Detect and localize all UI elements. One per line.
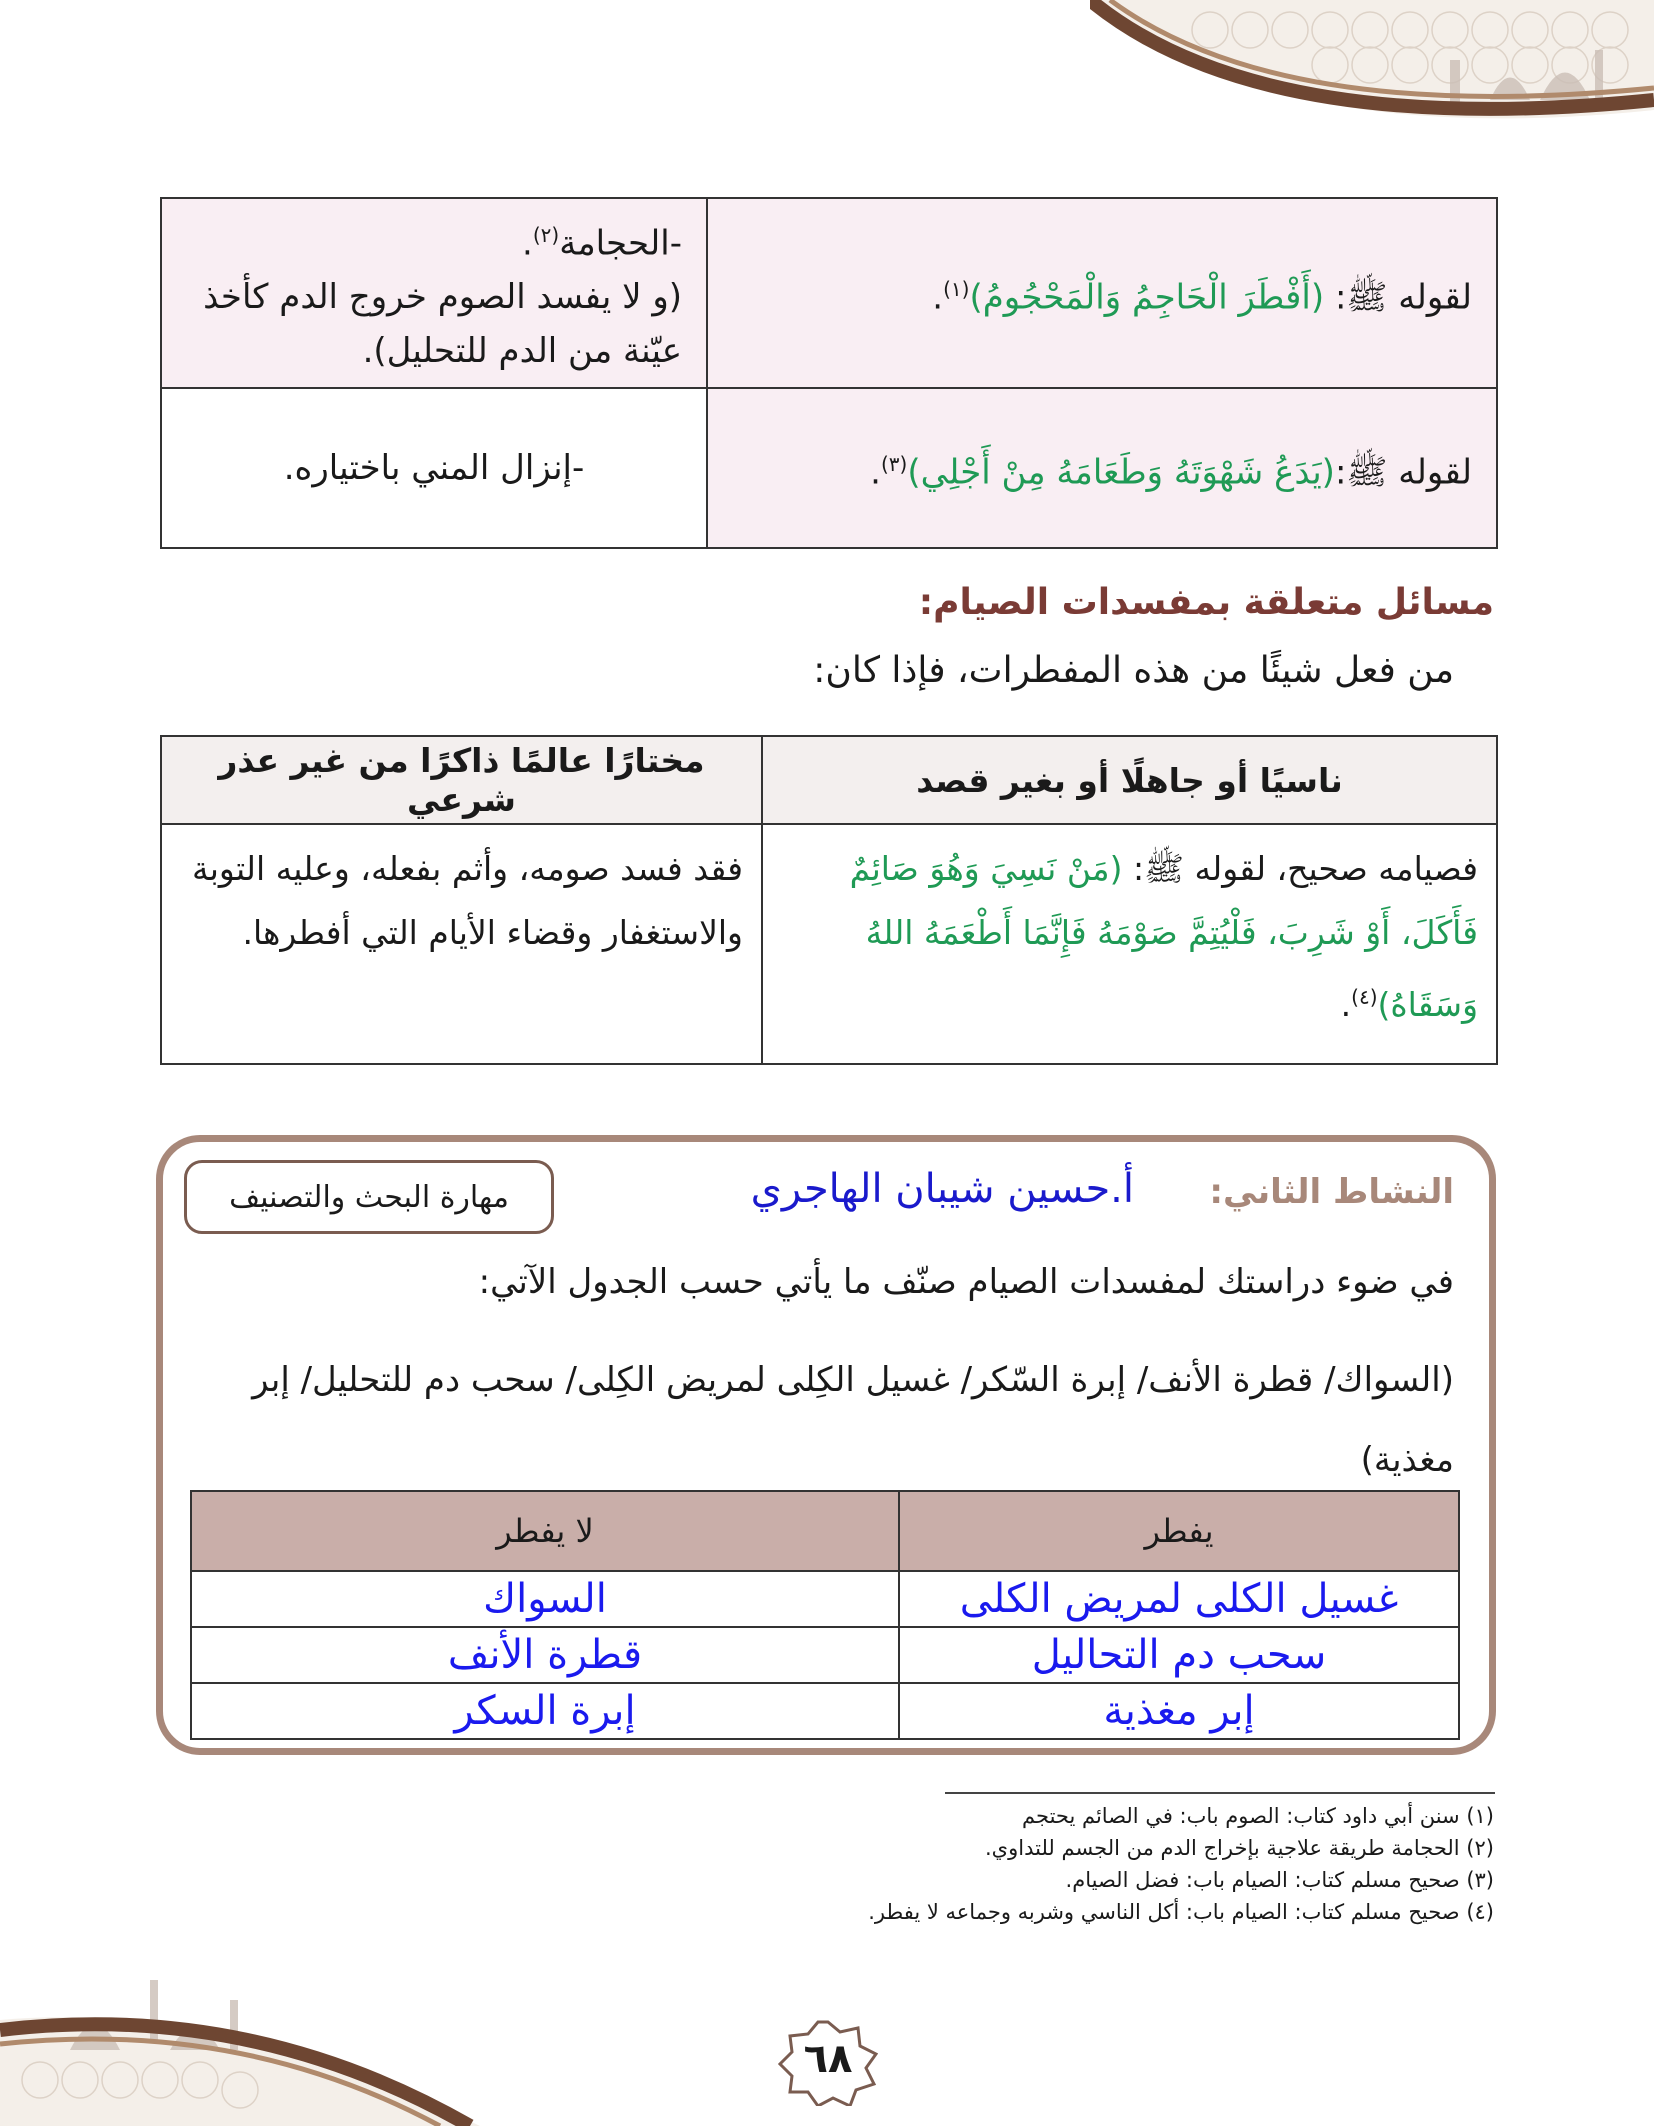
section-heading: مسائل متعلقة بمفسدات الصيام: [918,582,1494,623]
answer-cell: السواك [191,1571,899,1627]
evidence-intro: لقوله ﷺ: [1334,452,1472,493]
teacher-name: أ.حسين شيبان الهاجري [750,1166,1134,1212]
footnote-divider [945,1792,1495,1794]
invalidator-note: (و لا يفسد الصوم خروج الدم كأخذ عيّنة من الدم للتحليل). [203,277,682,372]
table-row [191,1683,1459,1739]
table-header-row [191,1491,1459,1571]
invalidator-title: -إنزال المني باختياره. [283,448,585,488]
table-row [191,1627,1459,1683]
evidence-intro: لقوله ﷺ: [1324,277,1472,318]
hadith-quote: (مَنْ نَسِيَ وَهُوَ صَائِمٌ فَأَكَلَ، أَوْ شَرِبَ، فَلْيُتِمَّ صَوْمَهُ فَإِنَّمَا أَطْعَمَهُ اللهُ وَسَقَاهُ) [849,849,1478,1024]
answer-cell: إبرة السكر [191,1683,899,1739]
section-intro: من فعل شيئًا من هذه المفطرات، فإذا كان: [813,650,1454,691]
footnote: (٣) صحيح مسلم كتاب: الصيام باب: فضل الصيام. [1065,1868,1494,1892]
punctuation: . [1340,985,1352,1024]
answer-cell: غسيل الكلى لمريض الكلى [899,1571,1459,1627]
skill-badge: مهارة البحث والتصنيف [184,1160,554,1234]
footnote-ref: (٣) [880,451,908,476]
cases-table [160,735,1498,1065]
footnote-ref: (٤) [1351,985,1378,1009]
footnote-ref: (٢) [532,222,560,247]
classify-table [190,1490,1460,1740]
table-row [161,198,1497,388]
page-number: ٦٨ [803,2036,853,2082]
footnote-ref: (١) [943,276,970,301]
corner-ornament-bottom [0,1960,480,2126]
hadith-quote: (يَدَعُ شَهْوَتَهُ وَطَعَامَهُ مِنْ أَجْلِي) [907,452,1335,493]
answer-cell: سحب دم التحاليل [899,1627,1459,1683]
ruling-intro: فصيامه صحيح، لقوله ﷺ: [1122,849,1478,888]
answer-cell: إبر مغذية [899,1683,1459,1739]
punctuation: . [870,452,881,493]
punctuation: . [932,277,944,318]
footnote: (١) سنن أبي داود كتاب: الصوم باب: في الصائم يحتجم [1022,1804,1494,1828]
footnotes [868,1800,1494,1928]
deliberate-cell: فقد فسد صومه، وأثم بفعله، وعليه التوبة والاستغفار وقضاء الأيام التي أفطرها. [161,824,762,1064]
invalidator-title: -الحجامة [559,223,682,264]
footnote: (٢) الحجامة طريقة علاجية بإخراج الدم من الجسم للتداوي. [985,1836,1494,1860]
evidence-cell [707,388,1497,548]
invalidator-cell [161,198,707,388]
forgetful-cell [762,824,1497,1064]
evidence-cell [707,198,1497,388]
rulings-table [160,197,1498,549]
footnote: (٤) صحيح مسلم كتاب: الصيام باب: أكل الناسي وشربه وجماعه لا يفطر. [868,1900,1494,1924]
hadith-quote: (أَفْطَرَ الْحَاجِمُ وَالْمَحْجُومُ) [969,277,1325,318]
punctuation: . [522,223,533,264]
column-header-breaks-fast: يفطر [899,1491,1459,1571]
activity-title: النشاط الثاني: [1209,1172,1454,1212]
corner-ornament-top [1090,0,1654,150]
column-header-not-breaks-fast: لا يفطر [191,1491,899,1571]
table-row [161,388,1497,548]
activity-instruction: في ضوء دراستك لمفسدات الصيام صنّف ما يأتي حسب الجدول الآتي: [478,1262,1454,1302]
activity-items: (السواك/ قطرة الأنف/ إبرة السّكر/ غسيل الكِلى لمريض الكِلى/ سحب دم للتحليل/ إبر مغذية) [252,1360,1454,1480]
invalidator-cell [161,388,707,548]
column-header: ناسيًا أو جاهلًا أو بغير قصد [762,736,1497,824]
column-header: مختارًا عالمًا ذاكرًا من غير عذر شرعي [161,736,762,824]
table-row [161,824,1497,1064]
answer-cell: قطرة الأنف [191,1627,899,1683]
table-row [191,1571,1459,1627]
table-header-row [161,736,1497,824]
